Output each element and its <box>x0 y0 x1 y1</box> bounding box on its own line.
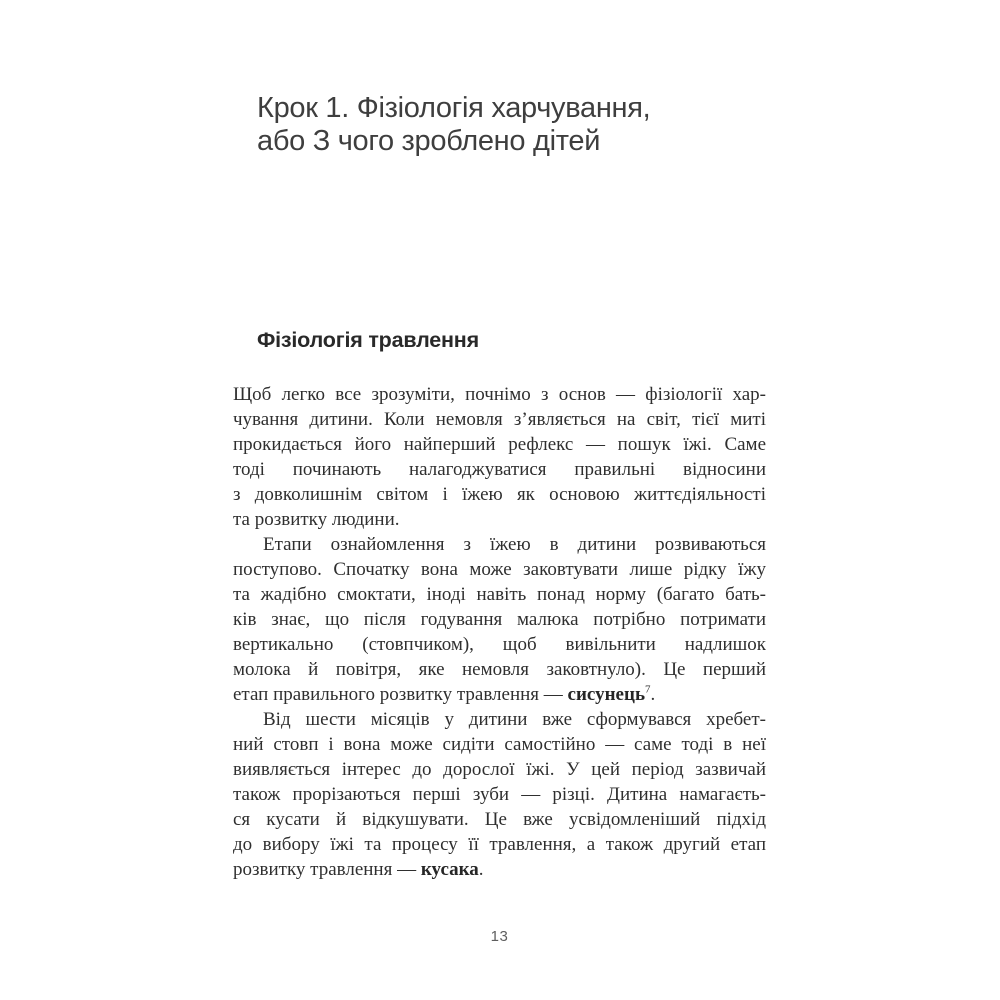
page-number: 13 <box>490 928 509 945</box>
text-line: також прорізаються перші зуби — різці. Дитина намагаєть- <box>233 784 766 805</box>
text-line: до вибору їжі та процесу її травлення, а також другий етап <box>233 834 766 855</box>
text-line: з довколишнім світом і їжею як основою життєдіяльності <box>233 484 766 505</box>
text-line: ний стовп і вона може сидіти самостійно — саме тоді в неї <box>233 734 766 755</box>
text-line: прокидається його найперший рефлекс — пошук їжі. Саме <box>233 434 766 455</box>
chapter-title-line-2: або З чого зроблено дітей <box>257 125 601 157</box>
paragraph-1 <box>233 382 766 532</box>
text-line <box>233 682 766 707</box>
text-line: вертикально (стовпчиком), щоб вивільнити надлишок <box>233 634 766 655</box>
text-segment: . <box>478 859 484 880</box>
text-line: поступово. Спочатку вона може заковтувати лише рідку їжу <box>233 559 766 580</box>
paragraph-3 <box>233 707 766 882</box>
chapter-title-line-1: Крок 1. Фізіологія харчування, <box>257 92 651 124</box>
paragraph-2 <box>233 532 766 707</box>
body-text <box>233 382 766 882</box>
chapter-title <box>257 92 727 158</box>
text-line: Етапи ознайомлення з їжею в дитини розвиваються <box>263 534 766 555</box>
text-line: ків знає, що після годування малюка потрібно потримати <box>233 609 766 630</box>
text-segment: етап правильного розвитку травлення — <box>233 684 568 705</box>
text-line <box>233 857 766 882</box>
text-segment: . <box>650 684 656 705</box>
text-line: та розвитку людини. <box>233 509 400 530</box>
text-line: Від шести місяців у дитини вже сформувався хребет- <box>263 709 766 730</box>
section-heading: Фізіологія травлення <box>257 328 479 352</box>
text-segment: розвитку травлення — <box>233 859 421 880</box>
text-line: та жадібно смоктати, іноді навіть понад норму (багато бать- <box>233 584 766 605</box>
text-line: молока й повітря, яке немовля заковтнуло). Це перший <box>233 659 766 680</box>
footnote-ref-7: 7 <box>645 683 651 696</box>
text-line: Щоб легко все зрозуміти, почнімо з основ — фізіології хар- <box>233 384 766 405</box>
text-line: тоді починають налагоджуватися правильні відносини <box>233 459 766 480</box>
bold-term-sysunets: сисунець <box>567 684 645 705</box>
text-line: чування дитини. Коли немовля з’являється на світ, тієї миті <box>233 409 766 430</box>
text-line: ся кусати й відкушувати. Це вже усвідомленіший підхід <box>233 809 766 830</box>
text-line: виявляється інтерес до дорослої їжі. У цей період зазвичай <box>233 759 766 780</box>
bold-term-kusaka: кусака <box>420 859 479 880</box>
